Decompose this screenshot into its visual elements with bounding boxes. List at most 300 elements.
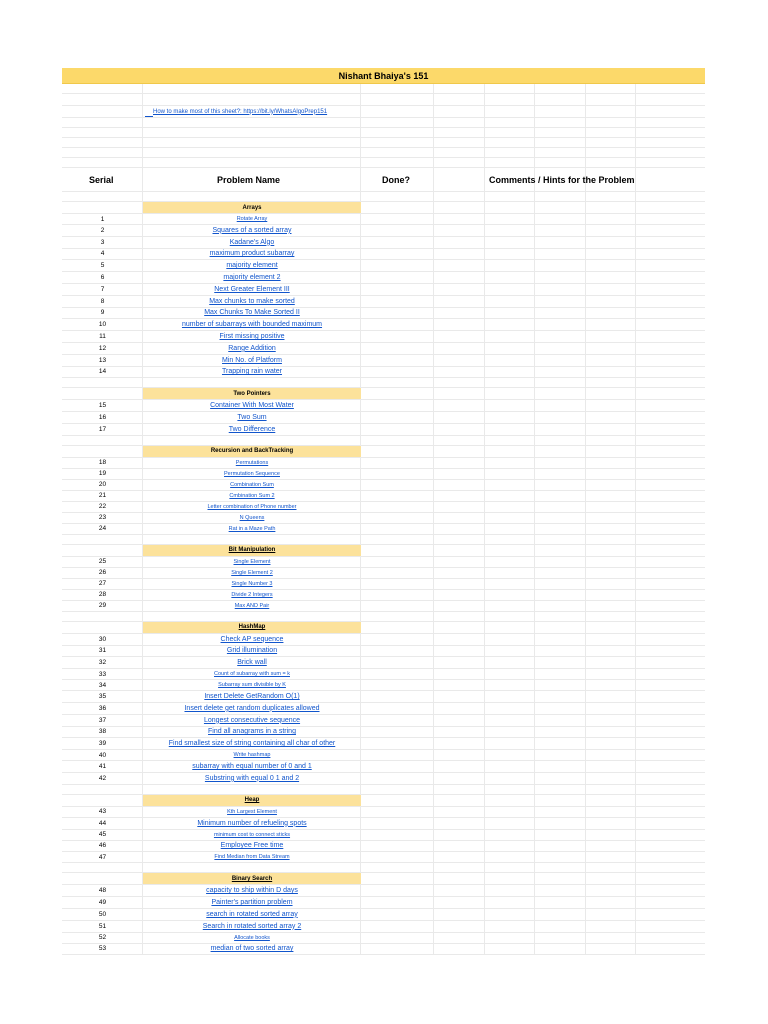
grid-cell[interactable] [586,148,636,157]
grid-cell[interactable] [485,118,535,127]
grid-cell[interactable] [62,622,143,633]
grid-cell[interactable] [636,727,705,738]
grid-cell[interactable] [586,319,636,330]
grid-cell[interactable] [434,343,485,354]
grid-cell[interactable] [62,612,143,621]
grid-cell[interactable] [586,590,636,600]
grid-cell[interactable] [586,703,636,714]
grid-cell[interactable] [535,367,586,378]
grid-cell[interactable] [586,622,636,633]
problem-link[interactable]: number of subarrays with bounded maximum [181,321,323,329]
howto-link[interactable]: How to make most of this sheet?: https://bit.ly/WhatsAlgoPrep151 [153,108,328,115]
grid-cell[interactable] [586,921,636,932]
grid-cell[interactable] [586,513,636,523]
grid-cell[interactable] [586,773,636,784]
grid-cell[interactable] [361,579,434,589]
grid-cell[interactable] [434,646,485,657]
grid-cell[interactable] [434,412,485,423]
grid-cell[interactable] [434,225,485,236]
grid-cell[interactable] [62,446,143,457]
grid-cell[interactable] [485,128,535,137]
grid-cell[interactable] [586,491,636,501]
grid-cell[interactable] [535,727,586,738]
grid-cell[interactable] [361,785,434,794]
grid-cell[interactable] [361,237,434,248]
grid-cell[interactable] [485,412,535,423]
grid-cell[interactable] [586,138,636,147]
problem-link[interactable]: Minimum number of refueling spots [197,819,307,827]
grid-cell[interactable] [535,424,586,435]
grid-cell[interactable] [361,319,434,330]
grid-cell[interactable] [535,513,586,523]
grid-cell[interactable] [485,807,535,817]
grid-cell[interactable] [434,795,485,806]
grid-cell[interactable] [586,785,636,794]
grid-cell[interactable] [434,657,485,668]
grid-cell[interactable] [636,491,705,501]
grid-cell[interactable] [434,738,485,749]
problem-link[interactable]: Kth Largest Element [227,808,277,815]
grid-cell[interactable] [361,118,434,127]
grid-cell[interactable] [485,331,535,342]
grid-cell[interactable] [361,921,434,932]
grid-cell[interactable] [143,192,361,201]
grid-cell[interactable] [636,691,705,702]
grid-cell[interactable] [535,657,586,668]
grid-cell[interactable] [361,535,434,544]
grid-cell[interactable] [434,841,485,852]
grid-cell[interactable] [361,885,434,896]
grid-cell[interactable] [636,158,705,167]
grid-cell[interactable] [361,944,434,955]
problem-link[interactable]: majority element [226,262,278,270]
grid-cell[interactable] [434,601,485,611]
grid-cell[interactable] [434,319,485,330]
grid-cell[interactable] [361,412,434,423]
grid-cell[interactable] [62,138,143,147]
grid-cell[interactable] [586,761,636,772]
grid-cell[interactable] [434,436,485,445]
grid-cell[interactable] [434,680,485,690]
grid-cell[interactable] [361,284,434,295]
grid-cell[interactable] [143,128,361,137]
grid-cell[interactable] [434,579,485,589]
grid-cell[interactable] [535,691,586,702]
grid-cell[interactable] [434,94,485,105]
grid-cell[interactable] [434,148,485,157]
grid-cell[interactable] [434,491,485,501]
grid-cell[interactable] [434,378,485,387]
grid-cell[interactable] [434,557,485,567]
grid-cell[interactable] [361,727,434,738]
grid-cell[interactable] [361,249,434,260]
grid-cell[interactable] [485,750,535,760]
grid-cell[interactable] [535,148,586,157]
grid-cell[interactable] [485,436,535,445]
grid-cell[interactable] [485,214,535,224]
grid-cell[interactable] [586,727,636,738]
grid-cell[interactable] [434,568,485,578]
grid-cell[interactable] [485,296,535,307]
grid-cell[interactable] [586,296,636,307]
grid-cell[interactable] [143,118,361,127]
grid-cell[interactable] [361,308,434,319]
grid-cell[interactable] [586,237,636,248]
problem-link[interactable]: minimum cost to connect sticks [213,831,291,838]
grid-cell[interactable] [586,225,636,236]
problem-link[interactable]: Permutations [235,459,269,466]
grid-cell[interactable] [361,424,434,435]
grid-cell[interactable] [535,469,586,479]
grid-cell[interactable] [636,738,705,749]
grid-cell[interactable] [586,192,636,201]
grid-cell[interactable] [485,249,535,260]
grid-cell[interactable] [62,873,143,884]
problem-link[interactable]: Painter's partition problem [211,899,293,906]
grid-cell[interactable] [586,557,636,567]
grid-cell[interactable] [434,545,485,556]
grid-cell[interactable] [361,106,434,117]
grid-cell[interactable] [636,480,705,490]
grid-cell[interactable] [636,138,705,147]
grid-cell[interactable] [434,818,485,829]
problem-link[interactable]: Write hashmap [233,752,271,759]
grid-cell[interactable] [586,388,636,399]
grid-cell[interactable] [586,830,636,840]
grid-cell[interactable] [636,202,705,213]
grid-cell[interactable] [586,535,636,544]
grid-cell[interactable] [485,680,535,690]
grid-cell[interactable] [586,818,636,829]
grid-cell[interactable] [361,138,434,147]
grid-cell[interactable] [586,524,636,534]
grid-cell[interactable] [434,933,485,943]
grid-cell[interactable] [361,148,434,157]
grid-cell[interactable] [586,657,636,668]
grid-cell[interactable] [586,400,636,411]
grid-cell[interactable] [434,622,485,633]
grid-cell[interactable] [485,260,535,271]
grid-cell[interactable] [62,545,143,556]
grid-cell[interactable] [485,524,535,534]
problem-link[interactable]: Search in rotated sorted array 2 [202,922,302,930]
grid-cell[interactable] [636,319,705,330]
grid-cell[interactable] [434,84,485,93]
grid-cell[interactable] [636,400,705,411]
grid-cell[interactable] [485,897,535,908]
grid-cell[interactable] [535,773,586,784]
grid-cell[interactable] [636,412,705,423]
grid-cell[interactable] [636,545,705,556]
grid-cell[interactable] [434,237,485,248]
grid-cell[interactable] [361,601,434,611]
grid-cell[interactable] [535,852,586,862]
grid-cell[interactable] [485,367,535,378]
grid-cell[interactable] [143,535,361,544]
grid-cell[interactable] [361,158,434,167]
grid-cell[interactable] [535,646,586,657]
grid-cell[interactable] [485,272,535,283]
grid-cell[interactable] [586,634,636,645]
grid-cell[interactable] [485,446,535,457]
grid-cell[interactable] [535,284,586,295]
problem-link[interactable]: Brick wall [237,659,267,667]
grid-cell[interactable] [586,944,636,955]
grid-cell[interactable] [143,612,361,621]
grid-cell[interactable] [434,944,485,955]
grid-cell[interactable] [535,622,586,633]
grid-cell[interactable] [485,715,535,726]
grid-cell[interactable] [586,355,636,366]
grid-cell[interactable] [586,680,636,690]
grid-cell[interactable] [361,830,434,840]
grid-cell[interactable] [361,192,434,201]
grid-cell[interactable] [434,909,485,920]
grid-cell[interactable] [586,646,636,657]
problem-link[interactable]: Check AP sequence [220,635,284,643]
grid-cell[interactable] [586,308,636,319]
grid-cell[interactable] [586,852,636,862]
grid-cell[interactable] [434,168,485,191]
problem-link[interactable]: Next Greater Element III [214,285,290,293]
grid-cell[interactable] [361,761,434,772]
grid-cell[interactable] [361,513,434,523]
problem-link[interactable]: subarray with equal number of 0 and 1 [192,763,312,771]
grid-cell[interactable] [636,535,705,544]
grid-cell[interactable] [361,545,434,556]
grid-cell[interactable] [586,249,636,260]
grid-cell[interactable] [535,225,586,236]
grid-cell[interactable] [143,378,361,387]
grid-cell[interactable] [636,436,705,445]
grid-cell[interactable] [361,128,434,137]
grid-cell[interactable] [361,524,434,534]
grid-cell[interactable] [636,715,705,726]
grid-cell[interactable] [485,237,535,248]
grid-cell[interactable] [636,94,705,105]
grid-cell[interactable] [62,785,143,794]
grid-cell[interactable] [586,436,636,445]
grid-cell[interactable] [361,296,434,307]
grid-cell[interactable] [535,308,586,319]
grid-cell[interactable] [485,225,535,236]
grid-cell[interactable] [535,818,586,829]
grid-cell[interactable] [434,885,485,896]
grid-cell[interactable] [636,909,705,920]
grid-cell[interactable] [62,436,143,445]
grid-cell[interactable] [485,703,535,714]
grid-cell[interactable] [636,118,705,127]
grid-cell[interactable] [434,873,485,884]
problem-link[interactable]: Permutation Sequence [224,470,280,477]
grid-cell[interactable] [636,148,705,157]
grid-cell[interactable] [361,703,434,714]
grid-cell[interactable] [636,168,705,191]
grid-cell[interactable] [586,260,636,271]
grid-cell[interactable] [535,795,586,806]
grid-cell[interactable] [434,634,485,645]
grid-cell[interactable] [485,852,535,862]
grid-cell[interactable] [586,502,636,512]
grid-cell[interactable] [361,657,434,668]
grid-cell[interactable] [62,795,143,806]
grid-cell[interactable] [636,469,705,479]
grid-cell[interactable] [434,308,485,319]
grid-cell[interactable] [62,128,143,137]
grid-cell[interactable] [361,807,434,817]
grid-cell[interactable] [636,513,705,523]
grid-cell[interactable] [485,138,535,147]
grid-cell[interactable] [361,400,434,411]
grid-cell[interactable] [485,319,535,330]
grid-cell[interactable] [535,458,586,468]
grid-cell[interactable] [485,343,535,354]
grid-cell[interactable] [586,568,636,578]
grid-cell[interactable] [535,192,586,201]
grid-cell[interactable] [535,524,586,534]
grid-cell[interactable] [361,612,434,621]
grid-cell[interactable] [636,601,705,611]
grid-cell[interactable] [636,885,705,896]
problem-link[interactable]: Insert Delete GetRandom O(1) [204,693,300,701]
grid-cell[interactable] [434,612,485,621]
grid-cell[interactable] [434,897,485,908]
grid-cell[interactable] [586,343,636,354]
grid-cell[interactable] [485,669,535,679]
grid-cell[interactable] [535,412,586,423]
grid-cell[interactable] [535,260,586,271]
grid-cell[interactable] [485,863,535,872]
grid-cell[interactable] [535,703,586,714]
grid-cell[interactable] [361,750,434,760]
grid-cell[interactable] [485,795,535,806]
grid-cell[interactable] [636,84,705,93]
problem-link[interactable]: maximum product subarray [209,250,295,258]
grid-cell[interactable] [361,343,434,354]
problem-link[interactable]: median of two sorted array [210,945,294,953]
grid-cell[interactable] [636,502,705,512]
grid-cell[interactable] [361,863,434,872]
grid-cell[interactable] [434,424,485,435]
problem-link[interactable]: Squares of a sorted array [212,226,292,234]
grid-cell[interactable] [434,761,485,772]
grid-cell[interactable] [434,703,485,714]
grid-cell[interactable] [361,715,434,726]
grid-cell[interactable] [485,355,535,366]
grid-cell[interactable] [535,885,586,896]
grid-cell[interactable] [636,343,705,354]
grid-cell[interactable] [535,761,586,772]
problem-link[interactable]: Insert delete get random duplicates allowed [184,704,320,712]
grid-cell[interactable] [586,367,636,378]
grid-cell[interactable] [485,158,535,167]
grid-cell[interactable] [586,738,636,749]
grid-cell[interactable] [586,458,636,468]
grid-cell[interactable] [636,921,705,932]
grid-cell[interactable] [485,94,535,105]
grid-cell[interactable] [636,785,705,794]
grid-cell[interactable] [586,863,636,872]
grid-cell[interactable] [62,118,143,127]
grid-cell[interactable] [636,897,705,908]
grid-cell[interactable] [485,601,535,611]
problem-link[interactable]: Trapping rain water [221,368,283,376]
problem-link[interactable]: N Queens [239,514,265,521]
problem-link[interactable]: Longest consecutive sequence [203,716,301,724]
grid-cell[interactable] [361,738,434,749]
grid-cell[interactable] [535,738,586,749]
grid-cell[interactable] [636,331,705,342]
grid-cell[interactable] [361,680,434,690]
grid-cell[interactable] [535,601,586,611]
problem-link[interactable]: Two Difference [228,425,276,433]
grid-cell[interactable] [434,715,485,726]
grid-cell[interactable] [361,773,434,784]
grid-cell[interactable] [361,669,434,679]
grid-cell[interactable] [361,622,434,633]
grid-cell[interactable] [361,873,434,884]
grid-cell[interactable] [485,933,535,943]
grid-cell[interactable] [636,590,705,600]
grid-cell[interactable] [586,84,636,93]
problem-link[interactable]: Two Sum [237,414,267,422]
problem-link[interactable]: Allocate books [234,934,270,941]
grid-cell[interactable] [434,249,485,260]
grid-cell[interactable] [361,331,434,342]
grid-cell[interactable] [485,921,535,932]
grid-cell[interactable] [434,458,485,468]
grid-cell[interactable] [361,852,434,862]
grid-cell[interactable] [485,568,535,578]
grid-cell[interactable] [636,773,705,784]
grid-cell[interactable] [535,94,586,105]
grid-cell[interactable] [361,634,434,645]
grid-cell[interactable] [485,513,535,523]
problem-link[interactable]: Rat in a Maze Path [228,525,276,532]
grid-cell[interactable] [361,378,434,387]
grid-cell[interactable] [535,535,586,544]
grid-cell[interactable] [434,785,485,794]
grid-cell[interactable] [535,897,586,908]
grid-cell[interactable] [535,237,586,248]
problem-link[interactable]: Divide 2 Integers [231,591,273,598]
grid-cell[interactable] [143,138,361,147]
grid-cell[interactable] [636,214,705,224]
grid-cell[interactable] [636,612,705,621]
grid-cell[interactable] [485,646,535,657]
grid-cell[interactable] [485,84,535,93]
grid-cell[interactable] [535,331,586,342]
grid-cell[interactable] [361,909,434,920]
grid-cell[interactable] [434,118,485,127]
grid-cell[interactable] [361,897,434,908]
grid-cell[interactable] [485,738,535,749]
grid-cell[interactable] [485,502,535,512]
grid-cell[interactable] [485,909,535,920]
grid-cell[interactable] [636,284,705,295]
grid-cell[interactable] [434,400,485,411]
grid-cell[interactable] [535,785,586,794]
problem-link[interactable]: Max Chunks To Make Sorted II [204,309,300,317]
grid-cell[interactable] [636,750,705,760]
grid-cell[interactable] [636,634,705,645]
grid-cell[interactable] [485,424,535,435]
problem-link[interactable]: capacity to ship within D days [206,887,298,895]
grid-cell[interactable] [485,148,535,157]
grid-cell[interactable] [636,308,705,319]
grid-cell[interactable] [636,830,705,840]
problem-link[interactable]: Single Element 2 [231,569,273,576]
